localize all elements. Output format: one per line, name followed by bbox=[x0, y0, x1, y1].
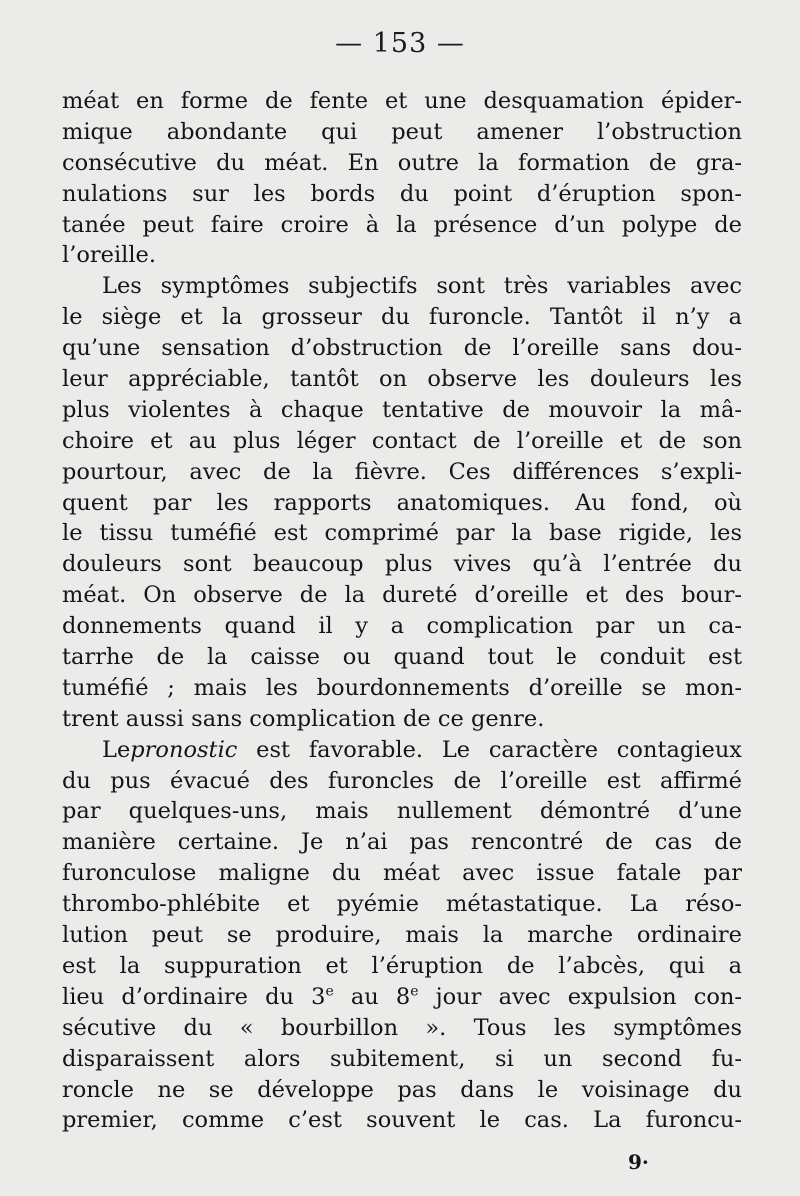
text-line: donnements quand il y a complication par un ca- bbox=[62, 613, 742, 640]
text-line: furonculose maligne du méat avec issue fatale par bbox=[62, 860, 742, 887]
text-line: premier, comme c’est souvent le cas. La furoncu- bbox=[62, 1107, 742, 1134]
text-line: tarrhe de la caisse ou quand tout le conduit est bbox=[62, 644, 742, 671]
text-line: leur appréciable, tantôt on observe les douleurs les bbox=[62, 366, 742, 393]
day-line bbox=[62, 982, 742, 1013]
text-line: méat. On observe de la dureté d’oreille et des bour- bbox=[62, 582, 742, 609]
pronostic-line bbox=[62, 735, 742, 766]
text-line: quent par les rapports anatomiques. Au fond, où bbox=[62, 489, 742, 516]
day-line-b: au 8 bbox=[333, 983, 411, 1010]
text-line: thrombo-phlébite et pyémie métastatique. La réso- bbox=[62, 891, 742, 918]
text-line: pourtour, avec de la fièvre. Ces différences s’expli- bbox=[62, 458, 742, 485]
text-line: choire et au plus léger contact de l’oreille et de son bbox=[62, 427, 742, 454]
day-line-c: jour avec expulsion con- bbox=[418, 983, 742, 1010]
text-line: tanée peut faire croire à la présence d’un polype de bbox=[62, 211, 742, 238]
pronostic-italic: pronostic bbox=[130, 736, 238, 763]
text-line: lution peut se produire, mais la marche ordinaire bbox=[62, 922, 742, 949]
day-line-sup2: e bbox=[410, 983, 419, 1000]
text-line: douleurs sont beaucoup plus vives qu’à l’entrée du bbox=[62, 551, 742, 578]
text-line: du pus évacué des furoncles de l’oreille est affirmé bbox=[62, 767, 742, 794]
text-line: par quelques-uns, mais nullement démontré d’une bbox=[62, 798, 742, 825]
body-text bbox=[62, 86, 742, 1136]
text-line: le tissu tuméfié est comprimé par la base rigide, les bbox=[62, 520, 742, 547]
pronostic-prefix: Le bbox=[102, 736, 131, 763]
day-line-a: lieu d’ordinaire du 3 bbox=[62, 983, 326, 1010]
text-line: tuméfié ; mais les bourdonnements d’oreille se mon- bbox=[62, 674, 742, 701]
text-line: sécutive du « bourbillon ». Tous les symptômes bbox=[62, 1014, 742, 1041]
text-line: consécutive du méat. En outre la formation de gra- bbox=[62, 149, 742, 176]
day-line-sup1: e bbox=[325, 983, 334, 1000]
text-line: trent aussi sans complication de ce genre. bbox=[62, 705, 545, 732]
text-line: qu’une sensation d’obstruction de l’oreille sans dou- bbox=[62, 335, 742, 362]
pronostic-suffix: est favorable. Le caractère contagieux bbox=[256, 736, 742, 763]
text-line: plus violentes à chaque tentative de mouvoir la mâ- bbox=[62, 396, 742, 423]
text-line: roncle ne se développe pas dans le voisinage du bbox=[62, 1076, 742, 1103]
text-line: manière certaine. Je n’ai pas rencontré de cas de bbox=[62, 829, 742, 856]
text-line: disparaissent alors subitement, si un second fu- bbox=[62, 1045, 742, 1072]
text-line: le siège et la grosseur du furoncle. Tantôt il n’y a bbox=[62, 304, 742, 331]
text-line: mique abondante qui peut amener l’obstruction bbox=[62, 118, 742, 145]
page-number: — 153 — bbox=[335, 28, 465, 59]
text-line: l’oreille. bbox=[62, 242, 157, 269]
text-line: nulations sur les bords du point d’éruption spon- bbox=[62, 180, 742, 207]
signature-mark: 9· bbox=[628, 1150, 649, 1174]
text-line: Les symptômes subjectifs sont très variables avec bbox=[102, 273, 742, 300]
text-line: est la suppuration et l’éruption de l’abcès, qui a bbox=[62, 952, 742, 979]
text-line: méat en forme de fente et une desquamation épider- bbox=[62, 88, 742, 114]
